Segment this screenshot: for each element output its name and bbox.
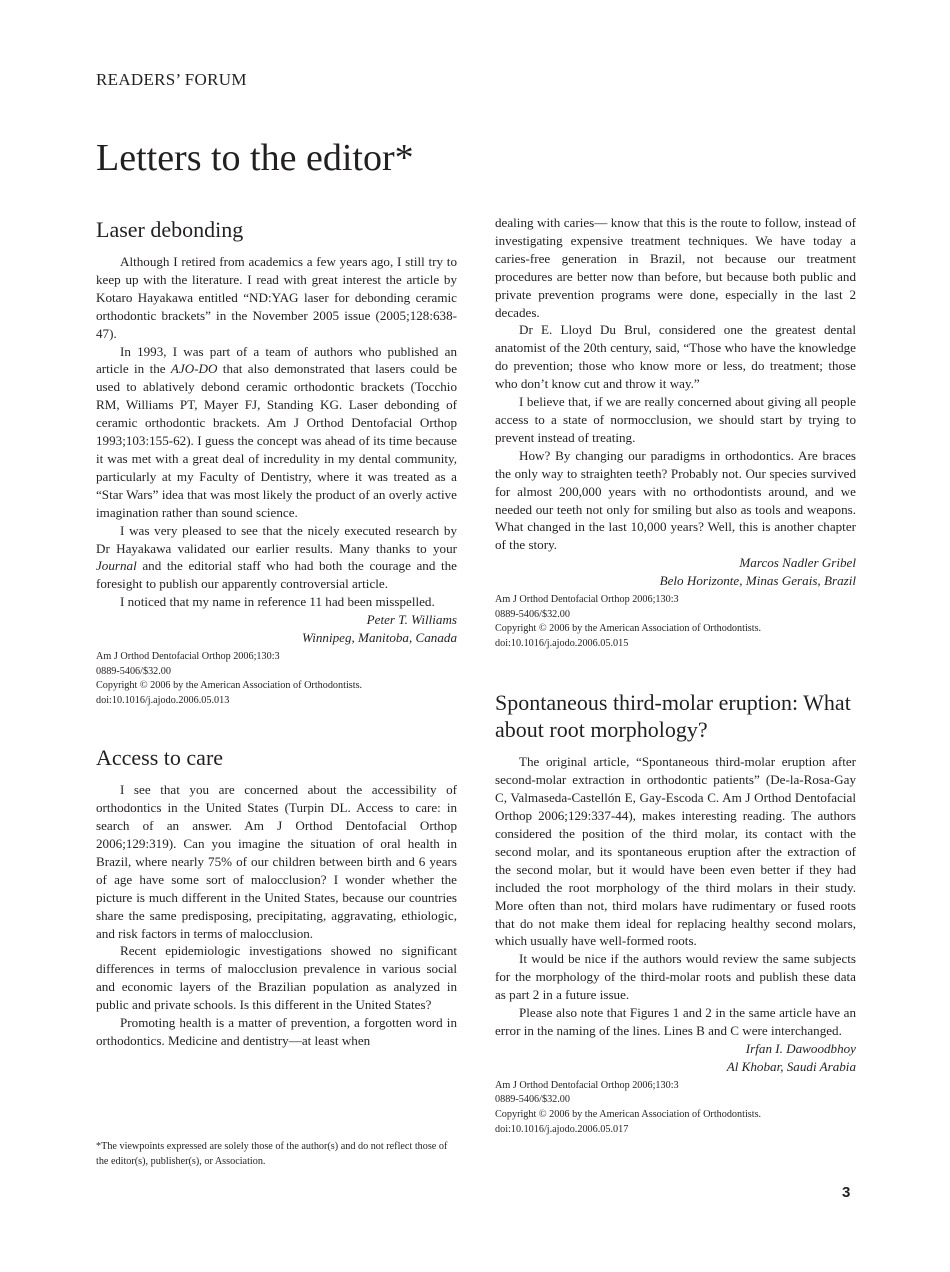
doi: doi:10.1016/j.ajodo.2006.05.017 [495,1123,629,1135]
paragraph: I noticed that my name in reference 11 had been misspelled. [120,594,435,610]
letter-title: Access to care [96,745,224,771]
page-title: Letters to the editor* [96,137,414,179]
doi: doi:10.1016/j.ajodo.2006.05.013 [96,694,230,706]
author-location: Al Khobar, Saudi Arabia [726,1058,856,1074]
paragraph: I see that you are concerned about the accessibility of orthodontics in the United States (Turpin DL. Access to care: in search of an answer. Am J Orthod Dentofacial Orthop 2006;129:319). Can you imagine the situation of oral health in Brazil, where nearly 75% of our children between birth and 6 years of age have some sort of malocclusion? I wonder whether the picture is much different in the United States, because our countries share the same predisposing, precipitating, aggravating, ethiologic, and risk factors in terms of malocclusion. [96,782,457,941]
text-run: In 1993, I was part of a team of authors who published an article in the [96,343,457,377]
letter-title: Laser debonding [96,217,244,242]
author-name: Marcos Nadler Gribel [739,555,856,571]
author-location: Winnipeg, Manitoba, Canada [302,630,457,646]
journal-abbrev: AJO-DO [170,361,218,377]
article-meta [495,593,856,651]
right-column [495,214,856,1137]
issn: 0889-5406/$32.00 [96,665,171,677]
author-name: Irfan I. Dawoodbhoy [745,1040,856,1056]
section-label: READERS’ FORUM [96,70,247,89]
paragraph: It would be nice if the authors would review the same subjects for the morphology of the third-molar roots and publish these data as part 2 in a future issue. [495,951,856,1003]
paragraph [96,343,457,522]
issn: 0889-5406/$32.00 [495,608,570,620]
text-run: that also demonstrated that lasers could be used to ablatively debond ceramic orthodontic brackets (Tocchio RM, Williams PT, Mayer FJ, Standing KG. Laser debonding of ceramic orthodontic brackets. Am J Orthod Dentofacial Orthop 1993;103:155-62). I guess the concept was ahead of its time because it was met with a great deal of incredulity in my dental community, particularly at my Faculty of Dentistry, where it was treated as a “Star Wars” idea that was most likely the product of an overly active imagination rather than sound science. [96,361,458,520]
author-location: Belo Horizonte, Minas Gerais, Brazil [659,573,856,589]
paragraph: Please also note that Figures 1 and 2 in the same article have an error in the naming of the lines. Lines B and C were interchanged. [495,1005,856,1038]
page-number: 3 [842,1184,851,1201]
paragraph: Recent epidemiologic investigations showed no significant differences in terms of malocclusion prevalence in various social and economic layers of the Brazilian population as analyzed in public and private schools. Is this different in the United States? [96,943,457,1013]
left-column [96,212,457,1050]
letter-title: Spontaneous third-molar eruption: What about root morphology? [495,690,851,743]
paragraph: Although I retired from academics a few years ago, I still try to keep up with the literature. I read with great interest the article by Kotaro Hayakawa entitled “ND:YAG laser for debonding ceramic orthodontic brackets” in the November 2005 issue (2005;128:638-47). [96,254,457,341]
paragraph: The original article, “Spontaneous third-molar eruption after second-molar extraction in orthodontic patients” (De-la-Rosa-Gay C, Valmaseda-Castellón E, Gay-Escoda C. Am J Orthod Dentofacial Orthop 2006;129:337-44), makes interesting reading. The authors considered the position of the third molar, its contact with the second molar, and its spontaneous eruption after the extraction of the second molar, but it would have been even better if they had included the root morphology of the third molars in their study. More often than not, third molars have rudimentary or fused roots that do not make them ideal for replacing healthy second molars, which usually have well-formed roots. [495,754,856,949]
doi: doi:10.1016/j.ajodo.2006.05.015 [495,637,629,649]
copyright: Copyright © 2006 by the American Association of Orthodontists. [96,680,363,692]
paragraph: How? By changing our paradigms in orthodontics. Are braces the only way to straighten teeth? Probably not. Our species survived for almost 200,000 years with no orthodontists around, and we needed our teeth not only for smiling but also as tools and weapons. What changed in the last 10,000 years? Well, this is another chapter of the story. [495,447,856,553]
paragraph: Dr E. Lloyd Du Brul, considered one the greatest dental anatomist of the 20th century, said, “Those who have the knowledge do prevention; those who know more or less, do treatment; those who don’t know cut and throw it way.” [495,322,856,392]
article-meta [495,1079,856,1137]
issn: 0889-5406/$32.00 [495,1094,570,1106]
copyright: Copyright © 2006 by the American Association of Orthodontists. [495,1108,762,1120]
paragraph: I believe that, if we are really concerned about giving all people access to a state of normocclusion, we should start by trying to prevent instead of treating. [495,394,856,445]
paragraph: dealing with caries— know that this is the route to follow, instead of investigating expensive treatment techniques. We have today a caries-free generation in Brazil, not because our treatment procedures are better now than before, but because both public and private prevention programs were done, especially in the last 2 decades. [495,215,856,320]
article-meta [96,650,457,708]
text-run: and the editorial staff who had both the courage and the foresight to publish our apparently controversial article. [96,558,457,592]
author-name: Peter T. Williams [366,612,457,628]
footnote: *The viewpoints expressed are solely those of the author(s) and do not reflect those of the editor(s), publisher(s), or Association. [96,1141,448,1167]
paragraph: Promoting health is a matter of prevention, a forgotten word in orthodontics. Medicine and dentistry—at least when [96,1015,457,1048]
citation: Am J Orthod Dentofacial Orthop 2006;130:3 [495,594,679,606]
text-run: I was very pleased to see that the nicely executed research by Dr Hayakawa validated our earlier results. Many thanks to your [96,522,457,556]
citation: Am J Orthod Dentofacial Orthop 2006;130:3 [96,650,280,662]
journal-word: Journal [96,558,137,574]
paragraph [96,522,457,594]
citation: Am J Orthod Dentofacial Orthop 2006;130:3 [495,1079,679,1091]
copyright: Copyright © 2006 by the American Association of Orthodontists. [495,623,762,635]
